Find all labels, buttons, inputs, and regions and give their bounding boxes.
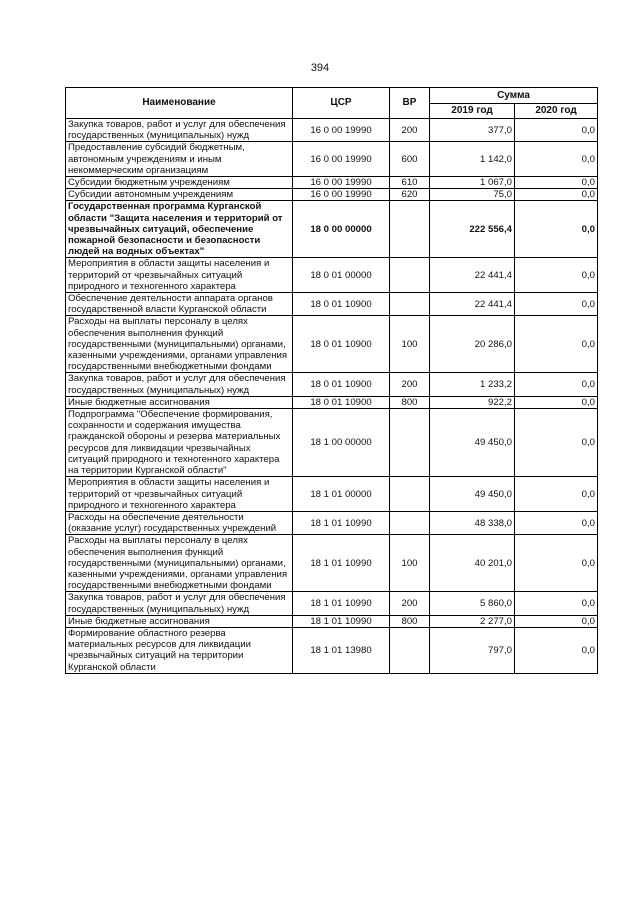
header-year-2020: 2020 год xyxy=(515,104,598,119)
row-csr-cell: 18 0 01 10900 xyxy=(293,293,390,316)
row-name-cell: Субсидии автономным учреждениям xyxy=(66,189,293,201)
row-sum-2020-cell: 0,0 xyxy=(515,119,598,142)
row-sum-2019-cell: 20 286,0 xyxy=(430,316,515,373)
table-row xyxy=(66,373,598,396)
row-sum-2020-cell: 0,0 xyxy=(515,293,598,316)
row-sum-2020-cell: 0,0 xyxy=(515,511,598,534)
row-sum-2019-cell: 1 233,2 xyxy=(430,373,515,396)
header-vr: ВР xyxy=(390,88,430,119)
row-vr-cell: 200 xyxy=(390,373,430,396)
row-sum-2020-cell: 0,0 xyxy=(515,201,598,258)
header-sum: Сумма xyxy=(430,88,598,104)
row-vr-cell xyxy=(390,511,430,534)
table-row xyxy=(66,293,598,316)
row-sum-2020-cell: 0,0 xyxy=(515,592,598,615)
row-sum-2019-cell: 22 441,4 xyxy=(430,293,515,316)
row-sum-2019-cell: 49 450,0 xyxy=(430,409,515,477)
table-row xyxy=(66,119,598,142)
row-vr-cell xyxy=(390,627,430,673)
row-csr-cell: 18 0 01 10900 xyxy=(293,396,390,408)
row-vr-cell: 610 xyxy=(390,177,430,189)
row-sum-2020-cell: 0,0 xyxy=(515,477,598,512)
row-sum-2019-cell: 48 338,0 xyxy=(430,511,515,534)
header-year-2019: 2019 год xyxy=(430,104,515,119)
row-sum-2020-cell: 0,0 xyxy=(515,142,598,177)
row-sum-2020-cell: 0,0 xyxy=(515,316,598,373)
table-row xyxy=(66,535,598,592)
row-csr-cell: 18 1 01 10990 xyxy=(293,535,390,592)
row-vr-cell xyxy=(390,258,430,293)
row-vr-cell: 800 xyxy=(390,615,430,627)
row-sum-2020-cell: 0,0 xyxy=(515,535,598,592)
row-csr-cell: 16 0 00 19990 xyxy=(293,177,390,189)
row-name-cell: Субсидии бюджетным учреждениям xyxy=(66,177,293,189)
row-sum-2020-cell: 0,0 xyxy=(515,177,598,189)
row-vr-cell: 200 xyxy=(390,119,430,142)
row-csr-cell: 18 1 01 13980 xyxy=(293,627,390,673)
row-name-cell: Мероприятия в области защиты населения и территорий от чрезвычайных ситуаций природного и техногенного характера xyxy=(66,477,293,512)
row-sum-2019-cell: 22 441,4 xyxy=(430,258,515,293)
row-csr-cell: 18 0 01 10900 xyxy=(293,373,390,396)
row-sum-2019-cell: 1 142,0 xyxy=(430,142,515,177)
row-name-cell: Иные бюджетные ассигнования xyxy=(66,615,293,627)
table-row xyxy=(66,201,598,258)
row-vr-cell: 100 xyxy=(390,535,430,592)
row-vr-cell: 200 xyxy=(390,592,430,615)
row-csr-cell: 18 1 01 10990 xyxy=(293,511,390,534)
page-number: 394 xyxy=(310,62,330,74)
row-sum-2019-cell: 797,0 xyxy=(430,627,515,673)
table-row xyxy=(66,316,598,373)
row-sum-2020-cell: 0,0 xyxy=(515,627,598,673)
row-name-cell: Расходы на выплаты персоналу в целях обеспечения выполнения функций государственными (муниципальными) органами, казенными учреждениями, органами управления государственными внебюджетными фондами xyxy=(66,535,293,592)
row-sum-2019-cell: 222 556,4 xyxy=(430,201,515,258)
table-row xyxy=(66,177,598,189)
row-name-cell: Иные бюджетные ассигнования xyxy=(66,396,293,408)
table-row xyxy=(66,511,598,534)
row-sum-2020-cell: 0,0 xyxy=(515,615,598,627)
row-sum-2020-cell: 0,0 xyxy=(515,258,598,293)
row-name-cell: Подпрограмма "Обеспечение формирования, сохранности и содержания имущества гражданской обороны и резерва материальных ресурсов для ликвидации чрезвычайных ситуаций природного и техногенного характера на территории Курганской области" xyxy=(66,409,293,477)
row-sum-2020-cell: 0,0 xyxy=(515,396,598,408)
row-name-cell: Государственная программа Курганской области "Защита населения и территорий от чрезвычайных ситуаций, обеспечение пожарной безопасности и безопасности людей на водных объектах" xyxy=(66,201,293,258)
row-sum-2020-cell: 0,0 xyxy=(515,373,598,396)
row-csr-cell: 18 1 01 00000 xyxy=(293,477,390,512)
row-name-cell: Предоставление субсидий бюджетным, автономным учреждениям и иным некоммерческим организациям xyxy=(66,142,293,177)
row-name-cell: Формирование областного резерва материальных ресурсов для ликвидации чрезвычайных ситуаций на территории Курганской области xyxy=(66,627,293,673)
row-vr-cell xyxy=(390,477,430,512)
row-sum-2019-cell: 5 860,0 xyxy=(430,592,515,615)
row-vr-cell: 800 xyxy=(390,396,430,408)
row-csr-cell: 18 1 01 10990 xyxy=(293,615,390,627)
table-row xyxy=(66,615,598,627)
row-sum-2019-cell: 2 277,0 xyxy=(430,615,515,627)
row-vr-cell xyxy=(390,293,430,316)
row-name-cell: Расходы на обеспечение деятельности (оказание услуг) государственных учреждений xyxy=(66,511,293,534)
table-row xyxy=(66,477,598,512)
row-sum-2020-cell: 0,0 xyxy=(515,189,598,201)
row-vr-cell xyxy=(390,409,430,477)
table-row xyxy=(66,409,598,477)
row-csr-cell: 18 1 00 00000 xyxy=(293,409,390,477)
row-csr-cell: 18 0 01 00000 xyxy=(293,258,390,293)
table-row xyxy=(66,142,598,177)
row-sum-2019-cell: 1 067,0 xyxy=(430,177,515,189)
row-csr-cell: 16 0 00 19990 xyxy=(293,119,390,142)
row-vr-cell: 600 xyxy=(390,142,430,177)
row-csr-cell: 18 1 01 10990 xyxy=(293,592,390,615)
row-csr-cell: 16 0 00 19990 xyxy=(293,142,390,177)
row-name-cell: Обеспечение деятельности аппарата органов государственной власти Курганской области xyxy=(66,293,293,316)
row-csr-cell: 18 0 00 00000 xyxy=(293,201,390,258)
table-body xyxy=(66,119,598,674)
row-vr-cell: 100 xyxy=(390,316,430,373)
table-row xyxy=(66,592,598,615)
table-row xyxy=(66,627,598,673)
row-sum-2020-cell: 0,0 xyxy=(515,409,598,477)
table-row xyxy=(66,258,598,293)
row-sum-2019-cell: 75,0 xyxy=(430,189,515,201)
header-name: Наименование xyxy=(66,88,293,119)
row-name-cell: Закупка товаров, работ и услуг для обеспечения государственных (муниципальных) нужд xyxy=(66,119,293,142)
row-name-cell: Закупка товаров, работ и услуг для обеспечения государственных (муниципальных) нужд xyxy=(66,592,293,615)
budget-table xyxy=(65,87,598,674)
table-row xyxy=(66,189,598,201)
row-vr-cell xyxy=(390,201,430,258)
table-row xyxy=(66,396,598,408)
row-name-cell: Расходы на выплаты персоналу в целях обеспечения выполнения функций государственными (муниципальными) органами, казенными учреждениями, органами управления государственными внебюджетными фондами xyxy=(66,316,293,373)
header-csr: ЦСР xyxy=(293,88,390,119)
row-name-cell: Мероприятия в области защиты населения и территорий от чрезвычайных ситуаций природного и техногенного характера xyxy=(66,258,293,293)
row-sum-2019-cell: 40 201,0 xyxy=(430,535,515,592)
row-name-cell: Закупка товаров, работ и услуг для обеспечения государственных (муниципальных) нужд xyxy=(66,373,293,396)
row-sum-2019-cell: 49 450,0 xyxy=(430,477,515,512)
row-csr-cell: 18 0 01 10900 xyxy=(293,316,390,373)
row-sum-2019-cell: 922,2 xyxy=(430,396,515,408)
row-csr-cell: 16 0 00 19990 xyxy=(293,189,390,201)
row-vr-cell: 620 xyxy=(390,189,430,201)
row-sum-2019-cell: 377,0 xyxy=(430,119,515,142)
